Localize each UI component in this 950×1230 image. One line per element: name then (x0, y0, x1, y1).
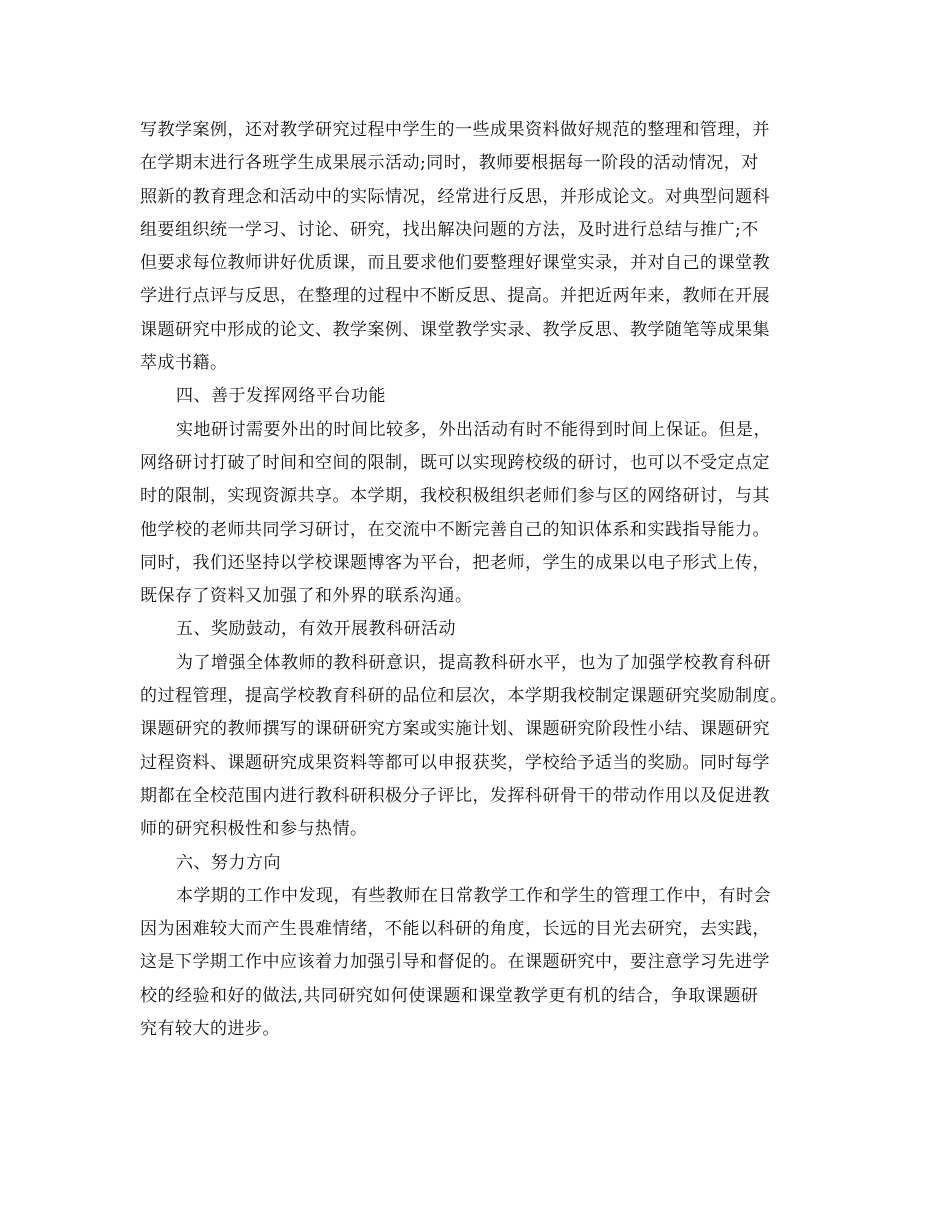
document-body (140, 114, 820, 1046)
text-line: 课题研究的教师撰写的课研研究方案或实施计划、课题研究阶段性小结、课题研究 (140, 719, 770, 740)
text-line: 的过程管理，提高学校教育科研的品位和层次，本学期我校制定课题研究奖励制度。 (140, 686, 788, 707)
text-line: 组要组织统一学习、讨论、研究，找出解决问题的方法，及时进行总结与推广;不 (140, 219, 759, 240)
text-line: 期都在全校范围内进行教科研积极分子评比，发挥科研骨干的带动作用以及促进教 (140, 785, 770, 806)
paragraph-start-line: 本学期的工作中发现，有些教师在日常教学工作和学生的管理工作中，有时会 (176, 885, 771, 906)
paragraph-start-line: 为了增强全体教师的教科研意识，提高教科研水平，也为了加强学校教育科研 (176, 652, 771, 673)
paragraph-start-line: 五、奖励鼓动，有效开展教科研活动 (176, 619, 456, 640)
text-line: 究有较大的进步。 (140, 1019, 280, 1040)
text-line: 照新的教育理念和活动中的实际情况，经常进行反思，并形成论文。对典型问题科 (140, 186, 770, 207)
text-line: 因为困难较大而产生畏难情绪，不能以科研的角度，长远的目光去研究，去实践， (140, 919, 770, 940)
text-line: 网络研讨打破了时间和空间的限制，既可以实现跨校级的研讨，也可以不受定点定 (140, 452, 770, 473)
text-line: 写教学案例，还对教学研究过程中学生的一些成果资料做好规范的整理和管理，并 (140, 120, 770, 140)
text-line: 同时，我们还坚持以学校课题博客为平台，把老师，学生的成果以电子形式上传， (140, 552, 770, 573)
text-line: 但要求每位教师讲好优质课，而且要求他们要整理好课堂实录，并对自己的课堂教 (140, 253, 770, 274)
text-line: 在学期末进行各班学生成果展示活动;同时，教师要根据每一阶段的活动情况，对 (140, 153, 759, 174)
paragraph-start-line: 四、善于发挥网络平台功能 (176, 386, 386, 407)
text-line: 师的研究积极性和参与热情。 (140, 819, 368, 840)
paragraph-start-line: 实地研讨需要外出的时间比较多，外出活动有时不能得到时间上保证。但是， (176, 419, 771, 440)
paragraph-start-line: 六、努力方向 (176, 852, 281, 873)
text-line: 校的经验和好的做法,共同研究如何使课题和课堂教学更有机的结合，争取课题研 (140, 985, 759, 1006)
text-line: 他学校的老师共同学习研讨，在交流中不断完善自己的知识体系和实践指导能力。 (140, 519, 770, 540)
text-line: 萃成书籍。 (140, 353, 228, 374)
text-line: 时的限制，实现资源共享。本学期，我校积极组织老师们参与区的网络研讨，与其 (140, 486, 770, 507)
text-line: 这是下学期工作中应该着力加强引导和督促的。在课题研究中，要注意学习先进学 (140, 952, 770, 973)
text-line: 既保存了资料又加强了和外界的联系沟通。 (140, 586, 473, 607)
text-line: 学进行点评与反思，在整理的过程中不断反思、提高。并把近两年来，教师在开展 (140, 286, 770, 307)
text-line: 课题研究中形成的论文、教学案例、课堂教学实录、教学反思、教学随笔等成果集 (140, 319, 770, 340)
text-line: 过程资料、课题研究成果资料等都可以申报获奖，学校给予适当的奖励。同时每学 (140, 752, 770, 773)
